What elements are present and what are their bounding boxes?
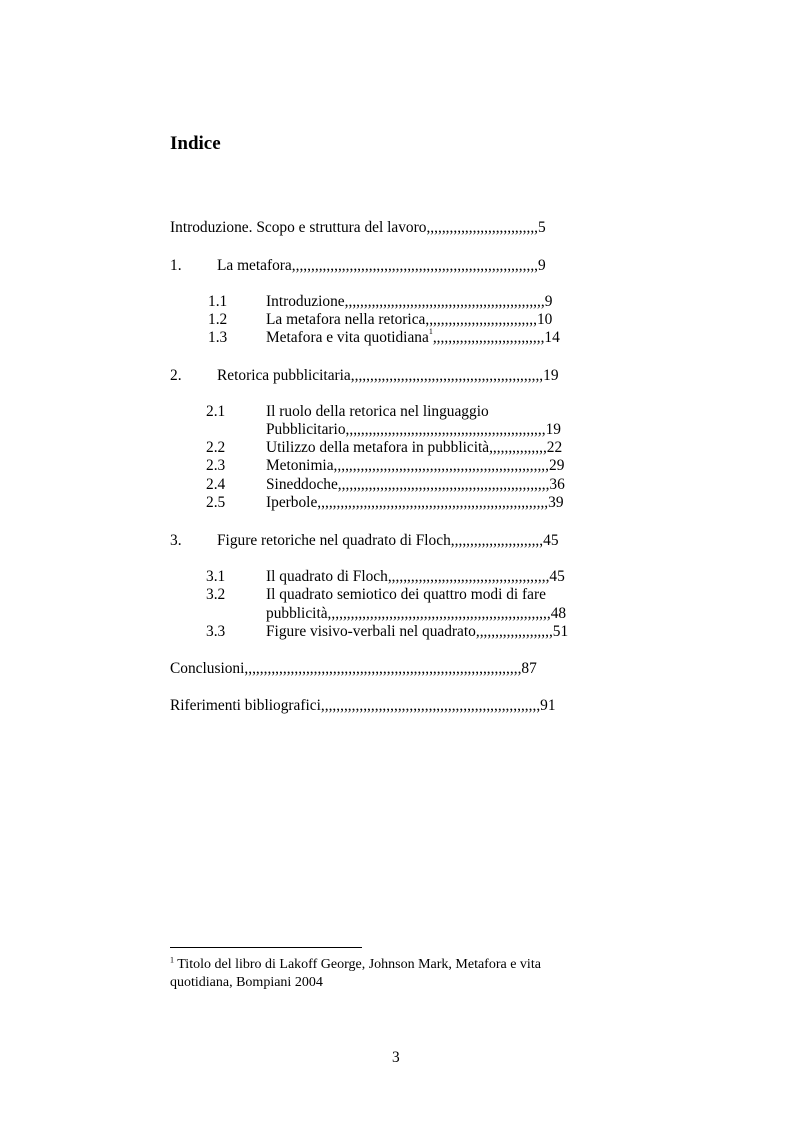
toc-section-title: Introduzione,,,,,,,,,,,,,,,,,,,,,,,,,,,,,,,,,,,,,,,,,,,,,,,,,,,,9 xyxy=(266,293,553,310)
toc-section-title: Sineddoche,,,,,,,,,,,,,,,,,,,,,,,,,,,,,,,,,,,,,,,,,,,,,,,,,,,,,,,36 xyxy=(266,476,565,493)
toc-entry-conclusions xyxy=(170,660,537,678)
toc-section-number: 2.1 xyxy=(206,403,226,420)
toc-section-title: Il ruolo della retorica nel linguaggio xyxy=(266,403,489,420)
page-number: 3 xyxy=(392,1049,400,1066)
toc-chapter-2 xyxy=(170,367,559,385)
toc-section-2-4 xyxy=(206,476,565,494)
toc-entry-references xyxy=(170,697,556,715)
toc-section-number: 3.3 xyxy=(206,623,226,640)
toc-section-title: La metafora nella retorica,,,,,,,,,,,,,,,,,,,,,,,,,,,,,10 xyxy=(266,311,553,328)
toc-section-3-2-continued xyxy=(266,605,566,623)
toc-chapter-title: Retorica pubblicitaria,,,,,,,,,,,,,,,,,,,,,,,,,,,,,,,,,,,,,,,,,,,,,,,,,,19 xyxy=(217,367,559,384)
toc-section-3-1 xyxy=(206,568,565,586)
toc-section-title-continued: pubblicità,,,,,,,,,,,,,,,,,,,,,,,,,,,,,,,,,,,,,,,,,,,,,,,,,,,,,,,,,,48 xyxy=(266,605,567,622)
toc-section-1-3 xyxy=(208,326,560,347)
footnote-text: Titolo del libro di Lakoff George, Johnson Mark, Metafora e vita quotidiana, Bompiani 2004 xyxy=(170,957,541,990)
toc-section-1-2 xyxy=(208,311,552,329)
toc-section-title: Figure visivo-verbali nel quadrato,,,,,,,,,,,,,,,,,,,,51 xyxy=(266,623,569,640)
toc-section-2-1 xyxy=(206,403,489,421)
toc-chapter-3 xyxy=(170,532,559,550)
toc-section-3-2 xyxy=(206,586,546,604)
footnote-reference: 1 xyxy=(428,326,433,336)
footnote-divider xyxy=(170,947,362,948)
toc-chapter-number: 2. xyxy=(170,367,182,384)
toc-section-title-continued: Pubblicitario,,,,,,,,,,,,,,,,,,,,,,,,,,,,,,,,,,,,,,,,,,,,,,,,,,,,19 xyxy=(266,421,561,438)
toc-section-title: Il quadrato di Floch,,,,,,,,,,,,,,,,,,,,,,,,,,,,,,,,,,,,,,,,,,45 xyxy=(266,568,565,585)
toc-chapter-number: 3. xyxy=(170,532,182,549)
toc-entry-text: Introduzione. Scopo e struttura del lavoro,,,,,,,,,,,,,,,,,,,,,,,,,,,,,5 xyxy=(170,219,546,236)
toc-section-title: Utilizzo della metafora in pubblicità,,,,,,,,,,,,,,,22 xyxy=(266,439,563,456)
toc-section-3-3 xyxy=(206,623,568,641)
footnote xyxy=(170,956,590,992)
page-title: Indice xyxy=(170,133,221,154)
toc-section-number: 1.3 xyxy=(208,329,228,346)
toc-section-number: 3.1 xyxy=(206,568,226,585)
toc-section-number: 3.2 xyxy=(206,586,226,603)
toc-chapter-1 xyxy=(170,257,546,275)
toc-chapter-title: La metafora,,,,,,,,,,,,,,,,,,,,,,,,,,,,,,,,,,,,,,,,,,,,,,,,,,,,,,,,,,,,,,,,9 xyxy=(217,257,546,274)
toc-section-number: 2.4 xyxy=(206,476,226,493)
toc-section-2-5 xyxy=(206,494,564,512)
toc-chapter-title: Figure retoriche nel quadrato di Floch,,,,,,,,,,,,,,,,,,,,,,,,45 xyxy=(217,532,559,549)
toc-section-2-1-continued xyxy=(266,421,561,439)
toc-entry-introduction xyxy=(170,219,546,237)
toc-chapter-number: 1. xyxy=(170,257,182,274)
toc-entry-text: Riferimenti bibliografici,,,,,,,,,,,,,,,,,,,,,,,,,,,,,,,,,,,,,,,,,,,,,,,,,,,,,,,,,91 xyxy=(170,697,556,714)
footnote-marker: 1 xyxy=(170,955,174,965)
toc-section-number: 2.5 xyxy=(206,494,226,511)
toc-section-2-2 xyxy=(206,439,562,457)
toc-section-1-1 xyxy=(208,293,552,311)
toc-section-title xyxy=(266,326,560,347)
toc-section-number: 1.1 xyxy=(208,293,228,310)
toc-section-title: Metonimia,,,,,,,,,,,,,,,,,,,,,,,,,,,,,,,,,,,,,,,,,,,,,,,,,,,,,,,,29 xyxy=(266,457,565,474)
toc-section-number: 1.2 xyxy=(208,311,228,328)
toc-entry-text: Conclusioni,,,,,,,,,,,,,,,,,,,,,,,,,,,,,,,,,,,,,,,,,,,,,,,,,,,,,,,,,,,,,,,,,,,,,,,,87 xyxy=(170,660,537,677)
toc-section-title: Il quadrato semiotico dei quattro modi di fare xyxy=(266,586,546,603)
toc-section-2-3 xyxy=(206,457,564,475)
toc-section-leader: ,,,,,,,,,,,,,,,,,,,,,,,,,,,,,14 xyxy=(432,329,560,346)
toc-section-title: Iperbole,,,,,,,,,,,,,,,,,,,,,,,,,,,,,,,,,,,,,,,,,,,,,,,,,,,,,,,,,,,,39 xyxy=(266,494,564,511)
toc-section-number: 2.3 xyxy=(206,457,226,474)
toc-section-title-main: Metafora e vita quotidiana xyxy=(266,329,429,346)
toc-section-number: 2.2 xyxy=(206,439,226,456)
